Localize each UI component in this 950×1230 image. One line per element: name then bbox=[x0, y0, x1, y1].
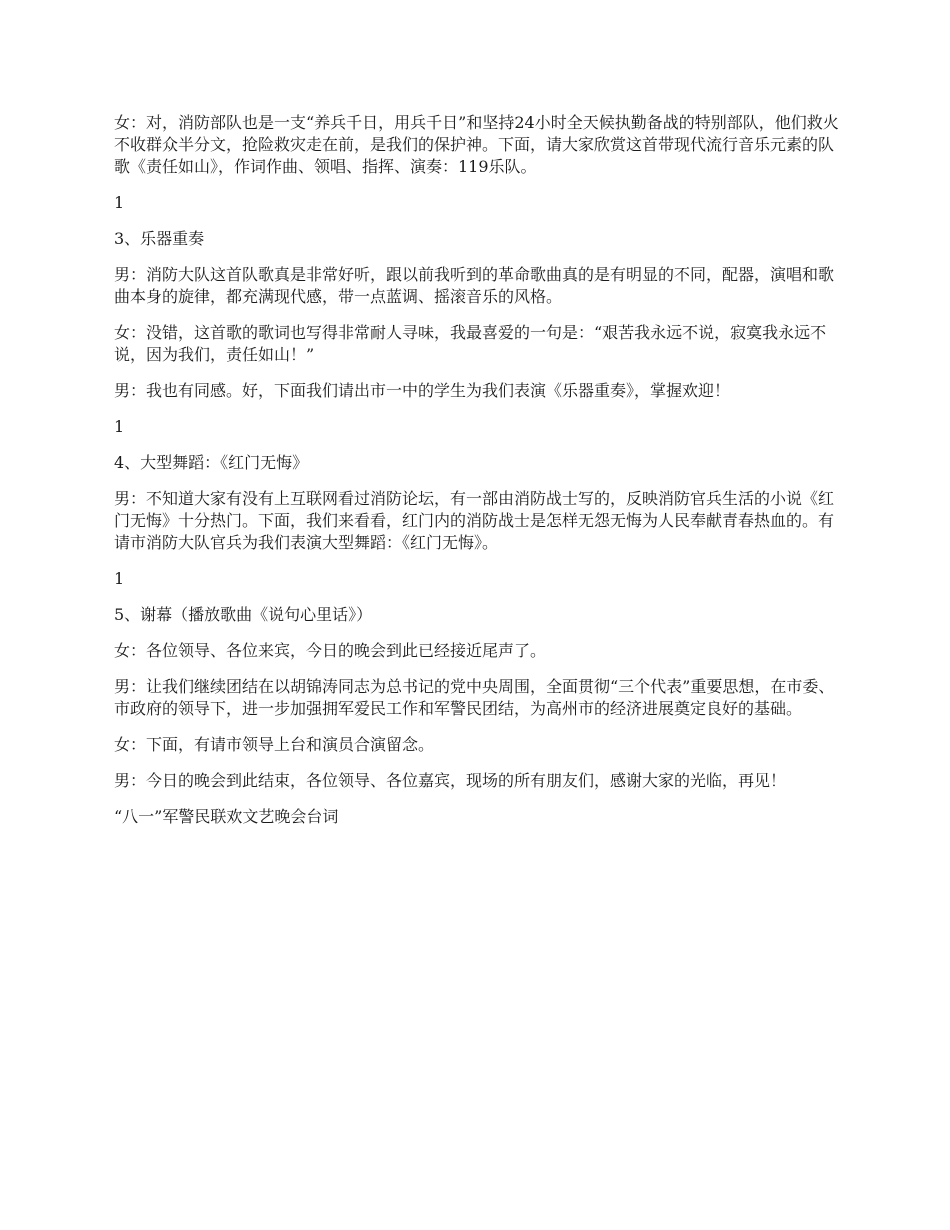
dialogue-paragraph: 男：今日的晚会到此结束，各位领导、各位嘉宾，现场的所有朋友们，感谢大家的光临，再见！ bbox=[114, 771, 787, 790]
document-title: “八一”军警民联欢文艺晚会台词 bbox=[114, 807, 339, 826]
document-body bbox=[114, 112, 840, 828]
page-number: 1 bbox=[114, 417, 125, 436]
dialogue-paragraph: 男：消防大队这首队歌真是非常好听，跟以前我听到的革命歌曲真的是有明显的不同，配器，演唱和歌曲本身的旋律，都充满现代感，带一点蓝调、摇滚音乐的风格。 bbox=[114, 265, 835, 306]
dialogue-paragraph: 男：我也有同感。好，下面我们请出市一中的学生为我们表演《乐器重奏》，掌握欢迎！ bbox=[114, 381, 731, 400]
dialogue-paragraph: 女：各位领导、各位来宾，今日的晚会到此已经接近尾声了。 bbox=[114, 641, 547, 660]
dialogue-paragraph: 男：让我们继续团结在以胡锦涛同志为总书记的党中央周围，全面贯彻“三个代表”重要思想，在市委、市政府的领导下，进一步加强拥军爱民工作和军警民团结，为高州市的经济进展奠定良好的基础。 bbox=[114, 677, 835, 718]
dialogue-paragraph: 女：对，消防部队也是一支“养兵千日，用兵千日”和坚持24小时全天候执勤备战的特别部队，他们救火不收群众半分文，抢险救灾走在前，是我们的保护神。下面，请大家欣赏这首带现代流行音乐元素的队歌《责任如山》，作词作曲、领唱、指挥、演奏：119乐队。 bbox=[114, 113, 839, 176]
page-number: 1 bbox=[114, 193, 125, 212]
dialogue-paragraph: 女：没错，这首歌的歌词也写得非常耐人寻味，我最喜爱的一句是：“艰苦我永远不说，寂寞我永远不说，因为我们，责任如山！” bbox=[114, 323, 827, 364]
section-heading: 4、大型舞蹈：《红门无悔》 bbox=[114, 453, 309, 472]
dialogue-paragraph: 女：下面，有请市领导上台和演员合演留念。 bbox=[114, 735, 435, 754]
page-number: 1 bbox=[114, 569, 125, 588]
section-heading: 5、谢幕（播放歌曲《说句心里话》） bbox=[114, 605, 373, 624]
section-heading: 3、乐器重奏 bbox=[114, 229, 205, 248]
dialogue-paragraph: 男：不知道大家有没有上互联网看过消防论坛，有一部由消防战士写的，反映消防官兵生活的小说《红门无悔》十分热门。下面，我们来看看，红门内的消防战士是怎样无怨无悔为人民奉献青春热血的。有请市消防大队官兵为我们表演大型舞蹈：《红门无悔》。 bbox=[114, 489, 835, 552]
